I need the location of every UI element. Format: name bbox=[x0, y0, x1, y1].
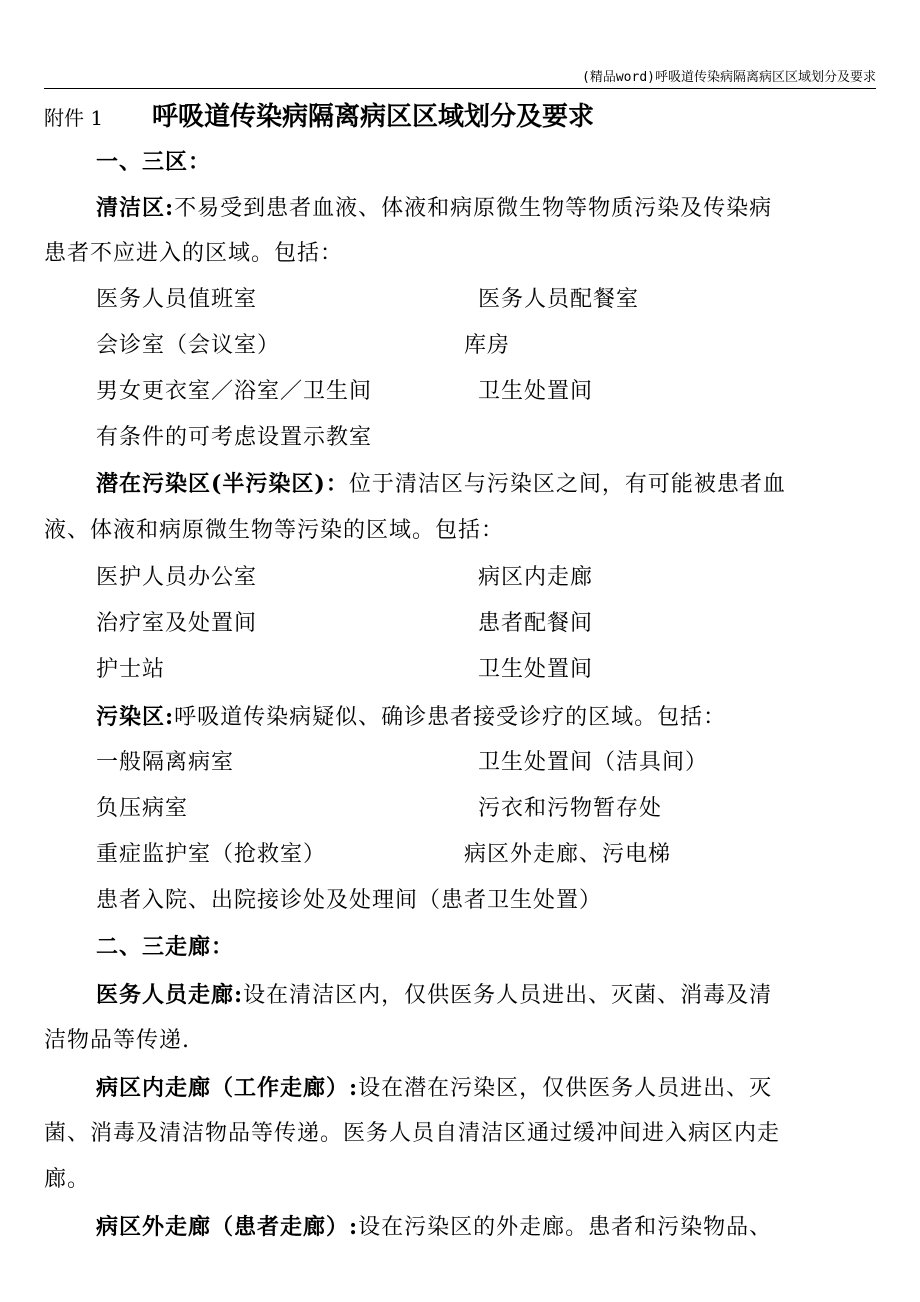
header-rule bbox=[44, 88, 876, 89]
list-item bbox=[96, 563, 876, 593]
semi-zone-desc-cont: 液、体液和病原微生物等污染的区域。包括： bbox=[44, 518, 505, 543]
room-name: 库房 bbox=[464, 333, 511, 358]
room-name: 患者入院、出院接诊处及处理间（患者卫生处置） bbox=[96, 888, 603, 913]
room-name: 病区内走廊 bbox=[478, 565, 594, 590]
room-name: 负压病室 bbox=[96, 796, 189, 821]
staff-corridor-term: 医务人员走廊: bbox=[96, 982, 244, 1008]
room-name: 病区外走廊、污电梯 bbox=[464, 842, 672, 867]
dirty-zone-paragraph bbox=[96, 702, 876, 732]
room-name: 医务人员配餐室 bbox=[478, 287, 640, 312]
dirty-zone-term: 污染区: bbox=[96, 704, 175, 730]
room-name: 会诊室（会议室） bbox=[96, 333, 281, 358]
list-item bbox=[96, 886, 876, 916]
room-name: 有条件的可考虑设置示教室 bbox=[96, 425, 373, 450]
clean-zone-desc: 不易受到患者血液、体液和病原微生物等物质污染及传染病 bbox=[174, 196, 773, 221]
inner-corridor-paragraph bbox=[96, 1073, 876, 1103]
inner-corridor-desc: 设在潜在污染区，仅供医务人员进出、灭 bbox=[358, 1076, 773, 1101]
outer-corridor-paragraph bbox=[96, 1212, 876, 1242]
staff-corridor-paragraph bbox=[96, 980, 876, 1010]
staff-corridor-desc: 设在清洁区内，仅供医务人员进出、灭菌、消毒及清 bbox=[243, 983, 773, 1008]
room-name: 治疗室及处置间 bbox=[96, 611, 258, 636]
room-name: 卫生处置间（洁具间） bbox=[478, 750, 709, 775]
outer-corridor-term: 病区外走廊（患者走廊）: bbox=[96, 1214, 359, 1240]
document-title: 呼吸道传染病隔离病区区域划分及要求 bbox=[152, 102, 595, 132]
attachment-label: 附件 1 bbox=[44, 106, 104, 130]
room-name: 医护人员办公室 bbox=[96, 565, 258, 590]
room-name: 重症监护室（抢救室） bbox=[96, 842, 327, 867]
room-name: 医务人员值班室 bbox=[96, 287, 258, 312]
semi-zone-term: 潜在污染区(半污染区)： bbox=[96, 471, 349, 497]
room-name: 护士站 bbox=[96, 657, 166, 682]
list-item bbox=[96, 655, 876, 685]
clean-zone-desc-cont: 患者不应进入的区域。包括： bbox=[44, 241, 344, 266]
section-1-heading: 一、三区： bbox=[96, 149, 212, 175]
room-name: 卫生处置间 bbox=[478, 379, 594, 404]
inner-corridor-desc-cont: 廊。 bbox=[44, 1167, 91, 1192]
list-item bbox=[96, 794, 876, 824]
section-2-heading: 二、三走廊： bbox=[96, 934, 235, 960]
inner-corridor-term: 病区内走廊（工作走廊）: bbox=[96, 1075, 359, 1101]
running-header: (精品word)呼吸道传染病隔离病区区域划分及要求 bbox=[582, 70, 876, 85]
list-item bbox=[96, 285, 876, 315]
room-name: 男女更衣室／浴室／卫生间 bbox=[96, 379, 373, 404]
list-item bbox=[96, 609, 876, 639]
semi-zone-paragraph bbox=[96, 469, 876, 499]
clean-zone-term: 清洁区: bbox=[96, 195, 175, 221]
list-item bbox=[96, 423, 876, 453]
list-item bbox=[96, 377, 876, 407]
dirty-zone-desc: 呼吸道传染病疑似、确诊患者接受诊疗的区域。包括： bbox=[174, 705, 727, 730]
room-name: 卫生处置间 bbox=[478, 657, 594, 682]
semi-zone-desc: 位于清洁区与污染区之间，有可能被患者血 bbox=[348, 472, 786, 497]
staff-corridor-desc-cont: 洁物品等传递. bbox=[44, 1028, 190, 1053]
inner-corridor-desc-cont: 菌、消毒及清洁物品等传递。医务人员自清洁区通过缓冲间进入病区内走 bbox=[44, 1121, 781, 1146]
room-name: 污衣和污物暂存处 bbox=[478, 796, 663, 821]
room-name: 一般隔离病室 bbox=[96, 750, 235, 775]
clean-zone-paragraph bbox=[96, 193, 876, 223]
title-row bbox=[44, 96, 884, 136]
list-item bbox=[96, 331, 876, 361]
room-name: 患者配餐间 bbox=[478, 611, 594, 636]
list-item bbox=[96, 748, 876, 778]
list-item bbox=[96, 840, 876, 870]
outer-corridor-desc: 设在污染区的外走廊。患者和污染物品、 bbox=[358, 1215, 773, 1240]
